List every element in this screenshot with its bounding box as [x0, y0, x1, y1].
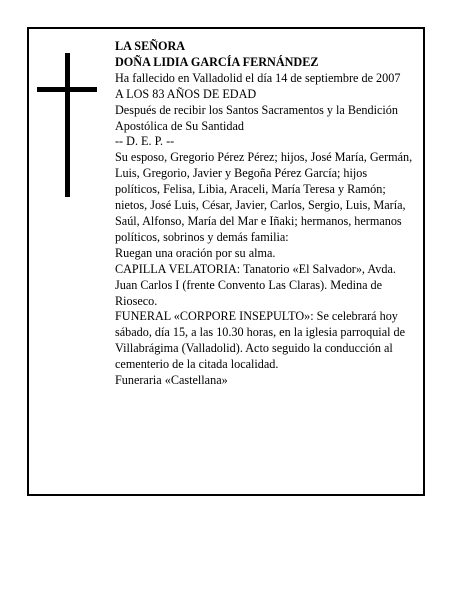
rip-line: -- D. E. P. --: [115, 134, 175, 149]
family-list: Su esposo, Gregorio Pérez Pérez; hijos, José María, Germán, Luis, Gregorio, Javier y Begoña Pérez García; hijos políticos, Felisa, Libia, Araceli, María Teresa y Ramón; nietos, José Luis, César, Javier, Carlos, Sergio, Luis, María, Saúl, Alfonso, María del Mar e Iñaki; hermanos, hermanos políticos, sobrinos y demás familia:: [115, 150, 413, 244]
latin-cross-icon: [37, 53, 97, 197]
sacraments-line: Después de recibir los Santos Sacramentos y la Bendición Apostólica de Su Santidad: [115, 102, 398, 133]
cross-horizontal-bar: [37, 87, 97, 92]
heading-title: LA SEÑORA: [115, 39, 186, 53]
prayer-request: Ruegan una oración por su alma.: [115, 245, 276, 260]
age-line: A LOS 83 AÑOS DE EDAD: [115, 86, 257, 101]
death-info: Ha fallecido en Valladolid el día 14 de septiembre de 2007: [115, 70, 401, 85]
obituary-text: [115, 39, 413, 389]
cross-vertical-bar: [65, 53, 70, 197]
deceased-name: DOÑA LIDIA GARCÍA FERNÁNDEZ: [115, 54, 319, 69]
wake-info: CAPILLA VELATORIA: Tanatorio «El Salvador», Avda. Juan Carlos I (frente Convento Las Claras). Medina de Rioseco.: [115, 261, 396, 308]
funeral-info: FUNERAL «CORPORE INSEPULTO»: Se celebrará hoy sábado, día 15, a las 10.30 horas, en la iglesia parroquial de Villabrágima (Valladolid). Acto seguido la conducción al cementerio de la citada localidad.: [115, 309, 406, 372]
funeral-home: Funeraria «Castellana»: [115, 373, 228, 388]
